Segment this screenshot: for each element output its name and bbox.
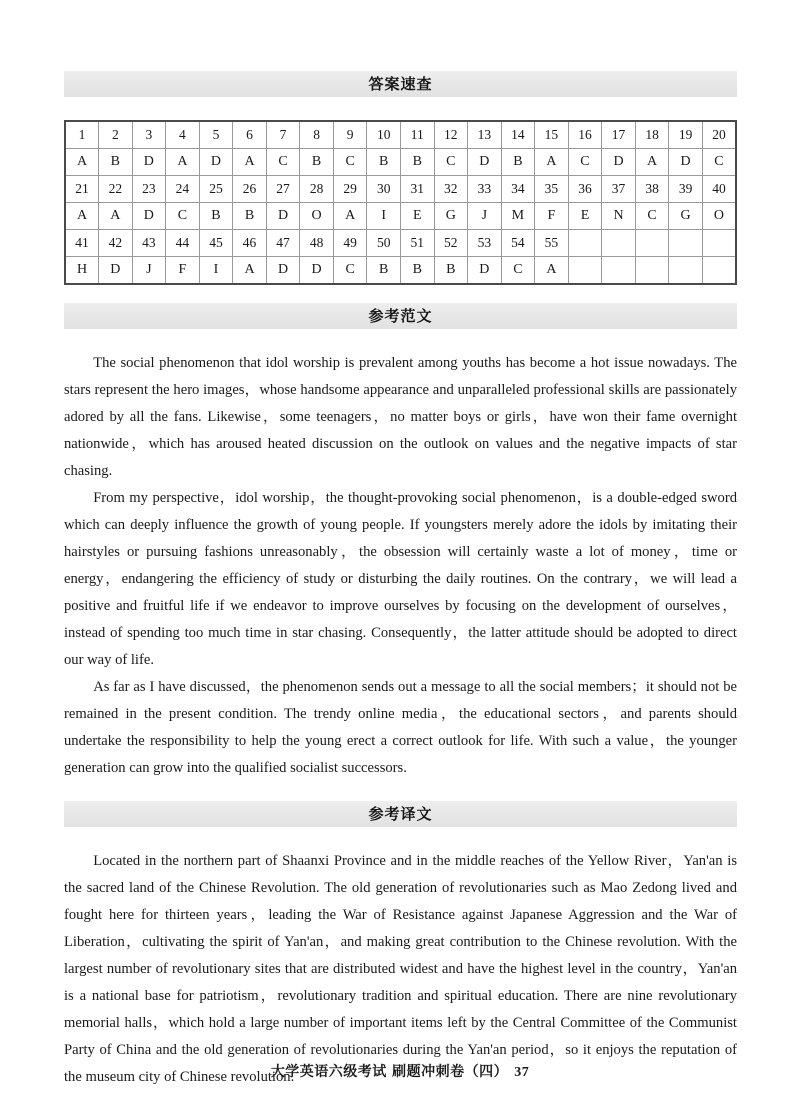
answer-number-cell: 32 <box>434 176 468 203</box>
answer-letter-cell: B <box>199 203 233 230</box>
answer-number-cell-empty <box>702 230 736 257</box>
answer-letter-cell: B <box>300 149 334 176</box>
answer-letter-cell: D <box>468 257 502 285</box>
answer-number-cell: 31 <box>400 176 434 203</box>
answer-letter-cell: F <box>535 203 569 230</box>
answer-number-cell: 25 <box>199 176 233 203</box>
answer-number-cell: 6 <box>233 121 267 149</box>
answer-letter-cell: D <box>300 257 334 285</box>
section-header-translation <box>64 801 737 827</box>
answer-number-cell: 10 <box>367 121 401 149</box>
answer-table-row-numbers <box>65 230 736 257</box>
answer-letter-cell: E <box>400 203 434 230</box>
answer-number-cell: 50 <box>367 230 401 257</box>
answer-number-cell: 40 <box>702 176 736 203</box>
answer-number-cell: 24 <box>166 176 200 203</box>
answer-letter-cell: D <box>266 257 300 285</box>
answer-table-row-answers <box>65 257 736 285</box>
answer-letter-cell: D <box>199 149 233 176</box>
answer-number-cell: 51 <box>400 230 434 257</box>
answer-letter-cell: B <box>400 257 434 285</box>
answer-number-cell: 38 <box>635 176 669 203</box>
answer-letter-cell: B <box>400 149 434 176</box>
answer-letter-cell: O <box>300 203 334 230</box>
answer-number-cell: 55 <box>535 230 569 257</box>
answer-number-cell: 15 <box>535 121 569 149</box>
answer-letter-cell: J <box>132 257 166 285</box>
answer-letter-cell: C <box>501 257 535 285</box>
answer-number-cell-empty <box>568 230 602 257</box>
answer-letter-cell: A <box>333 203 367 230</box>
answer-number-cell: 41 <box>65 230 99 257</box>
answer-letter-cell: B <box>233 203 267 230</box>
section-header-answers <box>64 71 737 97</box>
answer-number-cell-empty <box>635 230 669 257</box>
answer-number-cell: 30 <box>367 176 401 203</box>
footer-page-number: 37 <box>514 1065 530 1080</box>
answer-letter-cell: A <box>635 149 669 176</box>
answer-letter-cell: A <box>99 203 133 230</box>
answer-letter-cell: D <box>602 149 636 176</box>
answer-number-cell: 22 <box>99 176 133 203</box>
answer-letter-cell: A <box>233 257 267 285</box>
answer-letter-cell: I <box>367 203 401 230</box>
answer-number-cell: 42 <box>99 230 133 257</box>
footer-exam-title: 大学英语六级考试 刷题冲刺卷（四） <box>270 1064 509 1080</box>
answer-number-cell: 43 <box>132 230 166 257</box>
answer-letter-cell-empty <box>635 257 669 285</box>
page-footer <box>0 1061 800 1081</box>
answer-letter-cell: C <box>333 149 367 176</box>
answer-number-cell: 45 <box>199 230 233 257</box>
answer-number-cell: 26 <box>233 176 267 203</box>
answer-letter-cell: B <box>367 149 401 176</box>
translation-paragraph: Located in the northern part of Shaanxi Province and in the middle reaches of the Yellow River，Yan'an is the sacred land of the Chinese Revolution. The old generation of revolutionaries such as Mao Zedong lived and fought here for thirteen years，leading the War of Resistance against Japanese Aggression and the War of Liberation，cultivating the spirit of Yan'an，and making great contribution to the Chinese revolution. With the largest number of revolutionary sites that are distributed widest and have the highest level in the country，Yan'an is a national base for patriotism，revolutionary tradition and spiritual education. There are nine revolutionary memorial halls，which hold a large number of important items left by the Central Committee of the Communist Party of China and the old generation of revolutionaries during the Yan'an period，so it enjoys the reputation of the museum city of Chinese revolution. <box>64 853 737 1085</box>
answer-number-cell: 53 <box>468 230 502 257</box>
answer-letter-cell: J <box>468 203 502 230</box>
answer-number-cell: 35 <box>535 176 569 203</box>
answer-number-cell: 7 <box>266 121 300 149</box>
answer-letter-cell: C <box>568 149 602 176</box>
answer-number-cell: 27 <box>266 176 300 203</box>
section-header-answers-label: 答案速查 <box>368 75 433 93</box>
answer-letter-cell: N <box>602 203 636 230</box>
answer-table-row-numbers <box>65 121 736 149</box>
answer-number-cell: 36 <box>568 176 602 203</box>
answer-letter-cell-empty <box>702 257 736 285</box>
section-header-translation-label: 参考译文 <box>368 805 433 823</box>
answer-number-cell-empty <box>669 230 703 257</box>
answer-number-cell: 4 <box>166 121 200 149</box>
answer-letter-cell: I <box>199 257 233 285</box>
answer-letter-cell: D <box>99 257 133 285</box>
answer-letter-cell: C <box>702 149 736 176</box>
answer-number-cell: 2 <box>99 121 133 149</box>
answer-number-cell: 54 <box>501 230 535 257</box>
answer-letter-cell: A <box>65 149 99 176</box>
answer-number-cell: 1 <box>65 121 99 149</box>
answer-letter-cell: C <box>166 203 200 230</box>
answer-number-cell: 19 <box>669 121 703 149</box>
answer-letter-cell: C <box>266 149 300 176</box>
answer-number-cell: 52 <box>434 230 468 257</box>
answer-number-cell: 37 <box>602 176 636 203</box>
essay-paragraph: The social phenomenon that idol worship is prevalent among youths has become a hot issue nowadays. The stars represent the hero images，whose handsome appearance and unparalleled professional skills are passionately adored by all the fans. Likewise，some teenagers，no matter boys or girls，have won their fame overnight nationwide，which has aroused heated discussion on the outlook on values and the negative impacts of star chasing. <box>64 355 737 479</box>
answer-letter-cell-empty <box>568 257 602 285</box>
answer-letter-cell-empty <box>669 257 703 285</box>
answer-number-cell: 20 <box>702 121 736 149</box>
answer-number-cell: 29 <box>333 176 367 203</box>
answer-letter-cell: O <box>702 203 736 230</box>
section-header-essay-label: 参考范文 <box>368 307 433 325</box>
answer-number-cell: 14 <box>501 121 535 149</box>
section-header-essay <box>64 303 737 329</box>
answer-letter-cell: A <box>535 149 569 176</box>
answer-number-cell: 11 <box>400 121 434 149</box>
answer-number-cell: 5 <box>199 121 233 149</box>
answer-letter-cell: M <box>501 203 535 230</box>
answer-table-row-answers <box>65 149 736 176</box>
essay-paragraph: As far as I have discussed，the phenomenon sends out a message to all the social members；it should not be remained in the present condition. The trendy online media，the educational sectors，and parents should undertake the responsibility to help the young erect a correct outlook for life. With such a value，the younger generation can grow into the qualified socialist successors. <box>64 679 737 776</box>
answer-letter-cell: D <box>468 149 502 176</box>
answer-letter-cell: C <box>635 203 669 230</box>
answer-number-cell: 8 <box>300 121 334 149</box>
answer-table-container <box>64 120 736 285</box>
answer-number-cell: 18 <box>635 121 669 149</box>
answer-number-cell: 13 <box>468 121 502 149</box>
answer-number-cell: 28 <box>300 176 334 203</box>
answer-letter-cell: D <box>132 203 166 230</box>
answer-number-cell: 23 <box>132 176 166 203</box>
answer-table-row-numbers <box>65 176 736 203</box>
answer-letter-cell: A <box>535 257 569 285</box>
answer-number-cell: 12 <box>434 121 468 149</box>
answer-number-cell: 44 <box>166 230 200 257</box>
answer-letter-cell: B <box>434 257 468 285</box>
translation-body <box>64 848 736 1091</box>
answer-letter-cell: A <box>65 203 99 230</box>
answer-number-cell: 47 <box>266 230 300 257</box>
answer-letter-cell: F <box>166 257 200 285</box>
answer-number-cell: 17 <box>602 121 636 149</box>
answer-letter-cell: C <box>434 149 468 176</box>
answer-letter-cell: E <box>568 203 602 230</box>
essay-body <box>64 350 736 782</box>
answer-number-cell: 48 <box>300 230 334 257</box>
answer-letter-cell: A <box>166 149 200 176</box>
answer-table-row-answers <box>65 203 736 230</box>
answer-letter-cell: H <box>65 257 99 285</box>
answer-letter-cell: C <box>333 257 367 285</box>
answer-letter-cell-empty <box>602 257 636 285</box>
answer-table <box>64 120 737 285</box>
essay-paragraph: From my perspective，idol worship，the thought-provoking social phenomenon，is a double-edged sword which can deeply influence the growth of young people. If youngsters merely adore the idols by imitating their hairstyles or pursuing fashions unreasonably，the obsession will certainly waste a lot of money，time or energy，endangering the efficiency of study or disturbing the daily routines. On the contrary，we will lead a positive and fruitful life if we endeavor to improve ourselves by focusing on the development of ourselves，instead of spending too much time in star chasing. Consequently，the latter attitude should be adopted to direct our way of life. <box>64 490 737 668</box>
answer-number-cell: 39 <box>669 176 703 203</box>
answer-letter-cell: D <box>132 149 166 176</box>
answer-number-cell: 49 <box>333 230 367 257</box>
answer-number-cell: 21 <box>65 176 99 203</box>
answer-number-cell: 34 <box>501 176 535 203</box>
answer-number-cell: 33 <box>468 176 502 203</box>
answer-letter-cell: G <box>434 203 468 230</box>
answer-letter-cell: B <box>501 149 535 176</box>
answer-table-body <box>65 121 736 284</box>
answer-number-cell: 46 <box>233 230 267 257</box>
answer-letter-cell: D <box>266 203 300 230</box>
answer-letter-cell: A <box>233 149 267 176</box>
answer-number-cell: 16 <box>568 121 602 149</box>
answer-number-cell: 9 <box>333 121 367 149</box>
answer-number-cell: 3 <box>132 121 166 149</box>
answer-letter-cell: B <box>99 149 133 176</box>
answer-letter-cell: B <box>367 257 401 285</box>
answer-letter-cell: D <box>669 149 703 176</box>
answer-letter-cell: G <box>669 203 703 230</box>
answer-number-cell-empty <box>602 230 636 257</box>
